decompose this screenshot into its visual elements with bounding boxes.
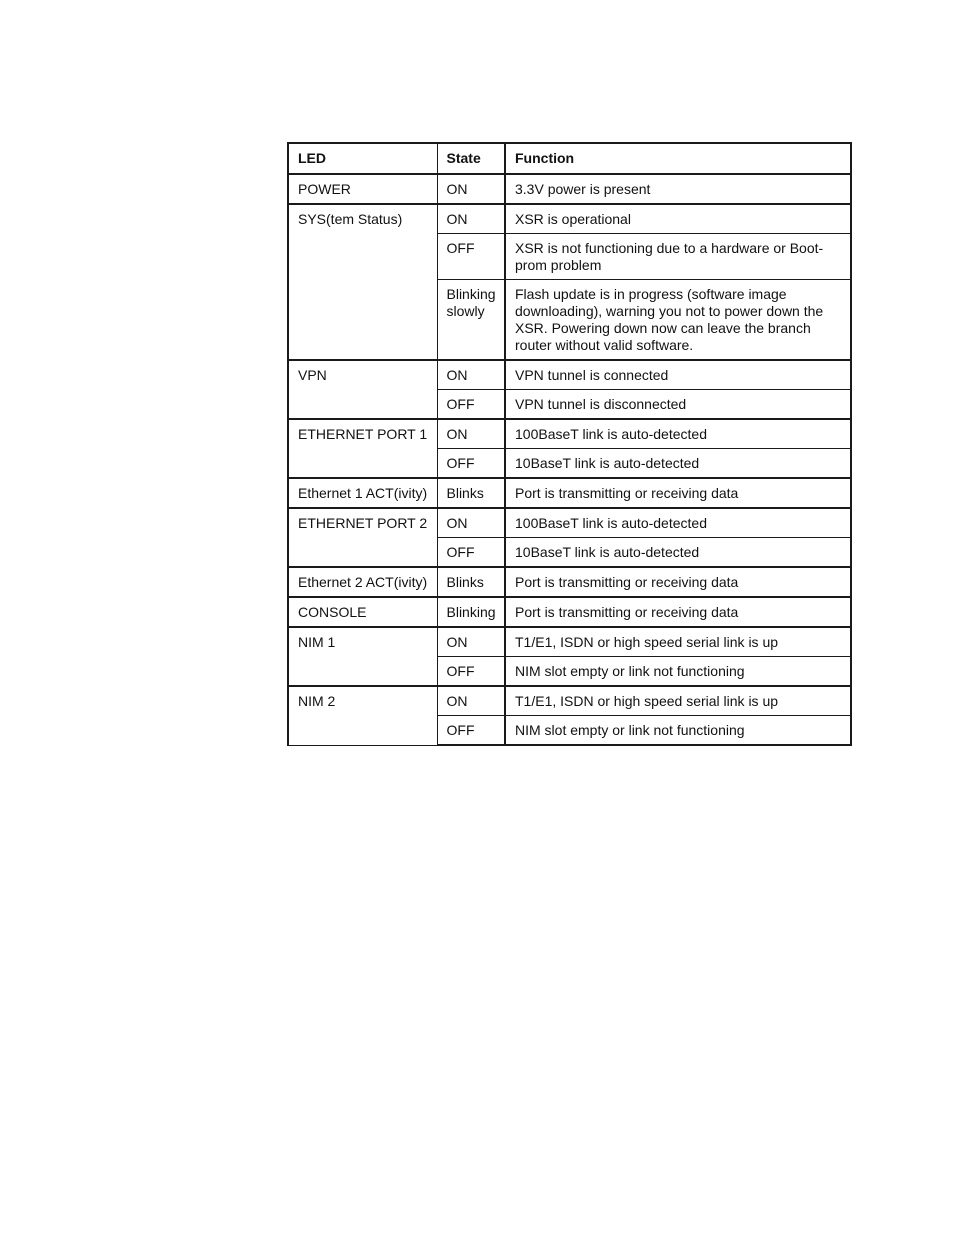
led-state: Blinks (437, 478, 505, 508)
led-state: OFF (437, 657, 505, 687)
table-header-row (288, 143, 851, 174)
header-state: State (437, 143, 505, 174)
led-state: Blinking (437, 597, 505, 627)
led-function: XSR is operational (505, 204, 851, 234)
led-state: ON (437, 686, 505, 716)
led-state: OFF (437, 449, 505, 479)
led-function: 10BaseT link is auto-detected (505, 538, 851, 568)
led-name: VPN (288, 360, 437, 419)
led-function: VPN tunnel is connected (505, 360, 851, 390)
table-row (288, 419, 851, 449)
led-state: OFF (437, 716, 505, 746)
led-state: Blinking slowly (437, 280, 505, 361)
led-status-table (287, 142, 852, 746)
led-name: ETHERNET PORT 2 (288, 508, 437, 567)
header-led: LED (288, 143, 437, 174)
led-function: T1/E1, ISDN or high speed serial link is up (505, 627, 851, 657)
led-function: 100BaseT link is auto-detected (505, 419, 851, 449)
led-name: POWER (288, 174, 437, 204)
led-state: OFF (437, 234, 505, 280)
table-row (288, 597, 851, 627)
led-state: Blinks (437, 567, 505, 597)
led-name: NIM 2 (288, 686, 437, 745)
table-row (288, 567, 851, 597)
led-name: NIM 1 (288, 627, 437, 686)
led-state: ON (437, 360, 505, 390)
led-state: ON (437, 419, 505, 449)
led-function: Port is transmitting or receiving data (505, 478, 851, 508)
table-row (288, 360, 851, 390)
led-state: OFF (437, 390, 505, 420)
led-name: ETHERNET PORT 1 (288, 419, 437, 478)
led-function: XSR is not functioning due to a hardware or Boot-prom problem (505, 234, 851, 280)
led-function: 3.3V power is present (505, 174, 851, 204)
led-function: VPN tunnel is disconnected (505, 390, 851, 420)
led-function: NIM slot empty or link not functioning (505, 716, 851, 746)
table-row (288, 478, 851, 508)
led-function: 100BaseT link is auto-detected (505, 508, 851, 538)
led-function: NIM slot empty or link not functioning (505, 657, 851, 687)
led-state: ON (437, 174, 505, 204)
led-state: ON (437, 204, 505, 234)
led-name: SYS(tem Status) (288, 204, 437, 360)
table-row (288, 686, 851, 716)
header-function: Function (505, 143, 851, 174)
led-state: OFF (437, 538, 505, 568)
led-state: ON (437, 627, 505, 657)
led-name: CONSOLE (288, 597, 437, 627)
led-state: ON (437, 508, 505, 538)
led-function: Port is transmitting or receiving data (505, 597, 851, 627)
led-function: Port is transmitting or receiving data (505, 567, 851, 597)
table-row (288, 508, 851, 538)
led-function: 10BaseT link is auto-detected (505, 449, 851, 479)
led-name: Ethernet 2 ACT(ivity) (288, 567, 437, 597)
led-function: T1/E1, ISDN or high speed serial link is up (505, 686, 851, 716)
table-row (288, 204, 851, 234)
led-function: Flash update is in progress (software image downloading), warning you not to power down the XSR. Powering down now can leave the branch router without valid software. (505, 280, 851, 361)
table-row (288, 627, 851, 657)
table-row (288, 174, 851, 204)
led-name: Ethernet 1 ACT(ivity) (288, 478, 437, 508)
